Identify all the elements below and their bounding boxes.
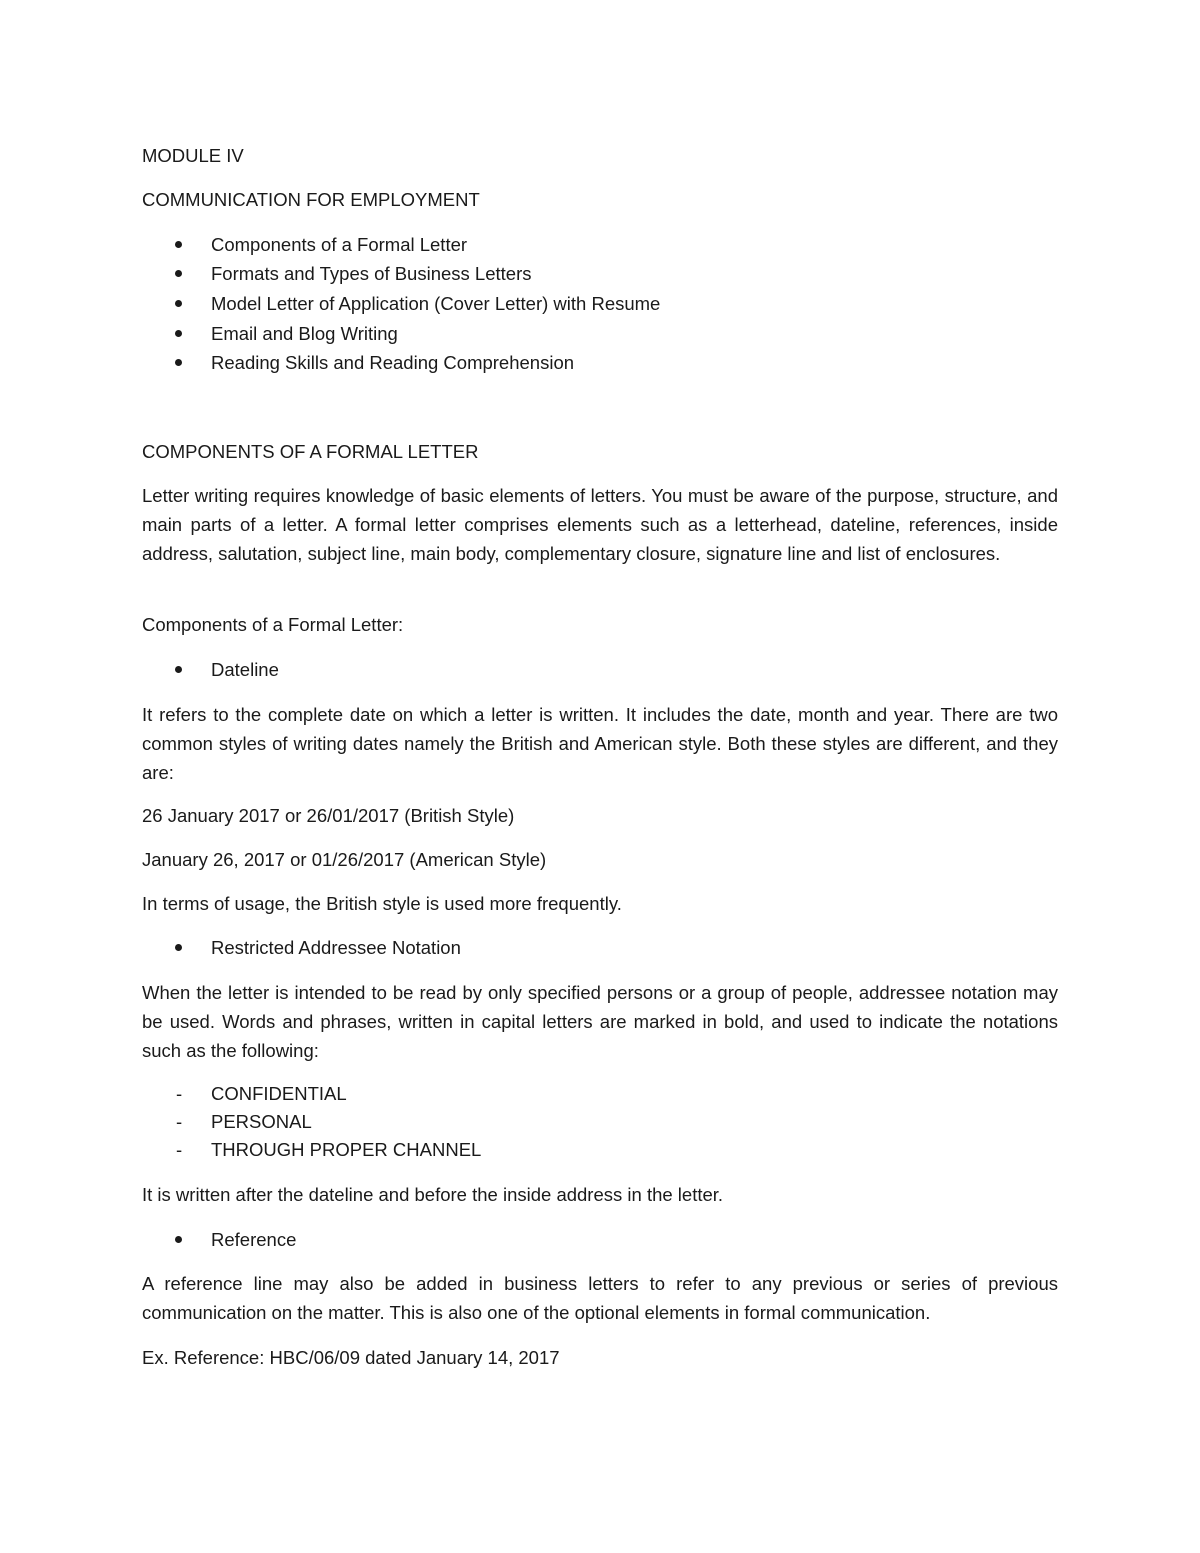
topic-text: Formats and Types of Business Letters	[211, 263, 532, 284]
module-title: MODULE IV	[142, 145, 244, 166]
dash-marker: -	[176, 1083, 183, 1104]
list-item	[142, 230, 1058, 259]
notation-text: CONFIDENTIAL	[211, 1083, 347, 1104]
list-item	[142, 259, 1058, 288]
bullet-icon	[175, 944, 182, 951]
list-item	[142, 289, 1058, 318]
restricted-notation-heading-text: Restricted Addressee Notation	[211, 937, 461, 958]
reference-heading	[142, 1225, 1058, 1254]
british-style-example: 26 January 2017 or 26/01/2017 (British Style)	[142, 805, 515, 826]
dash-marker: -	[176, 1111, 183, 1132]
bullet-icon	[175, 330, 182, 337]
list-item	[142, 348, 1058, 377]
module-subtitle: COMMUNICATION FOR EMPLOYMENT	[142, 189, 480, 210]
topic-text: Components of a Formal Letter	[211, 234, 468, 255]
dateline-heading	[142, 655, 1058, 684]
bullet-icon	[175, 1236, 182, 1243]
placement-note: It is written after the dateline and before the inside address in the letter.	[142, 1184, 724, 1205]
list-item	[142, 1107, 1058, 1136]
restricted-notation-heading	[142, 933, 1058, 962]
topic-text: Email and Blog Writing	[211, 323, 398, 344]
reference-paragraph: A reference line may also be added in business letters to refer to any previous or series of previous communication on the matter. This is also one of the optional elements in formal communication.	[142, 1273, 1058, 1323]
bullet-icon	[175, 359, 182, 366]
intro-paragraph: Letter writing requires knowledge of basic elements of letters. You must be aware of the purpose, structure, and main parts of a letter. A formal letter comprises elements such as a letterhead, dateline, references, inside address, salutation, subject line, main body, complementary closure, signature line and list of enclosures.	[142, 485, 1058, 564]
topic-text: Model Letter of Application (Cover Letter) with Resume	[211, 293, 661, 314]
bullet-icon	[175, 666, 182, 673]
dash-marker: -	[176, 1139, 183, 1160]
american-style-example: January 26, 2017 or 01/26/2017 (American Style)	[142, 849, 547, 870]
notation-text: THROUGH PROPER CHANNEL	[211, 1139, 482, 1160]
list-item	[142, 319, 1058, 348]
bullet-icon	[175, 241, 182, 248]
components-label: Components of a Formal Letter:	[142, 614, 404, 635]
dateline-heading-text: Dateline	[211, 659, 279, 680]
list-item	[142, 1135, 1058, 1164]
list-item	[142, 1079, 1058, 1108]
reference-heading-text: Reference	[211, 1229, 297, 1250]
section-heading: COMPONENTS OF A FORMAL LETTER	[142, 441, 479, 462]
restricted-notation-paragraph: When the letter is intended to be read by only specified persons or a group of people, addressee notation may be used. Words and phrases, written in capital letters are marked in bold, and used to indicate the notations such as the following:	[142, 982, 1058, 1061]
dateline-paragraph: It refers to the complete date on which a letter is written. It includes the date, month and year. There are two common styles of writing dates namely the British and American style. Both these styles are different, and they are:	[142, 704, 1058, 783]
reference-example: Ex. Reference: HBC/06/09 dated January 14, 2017	[142, 1347, 560, 1368]
usage-note: In terms of usage, the British style is used more frequently.	[142, 893, 622, 914]
bullet-icon	[175, 300, 182, 307]
bullet-icon	[175, 270, 182, 277]
topic-text: Reading Skills and Reading Comprehension	[211, 352, 575, 373]
notation-text: PERSONAL	[211, 1111, 312, 1132]
